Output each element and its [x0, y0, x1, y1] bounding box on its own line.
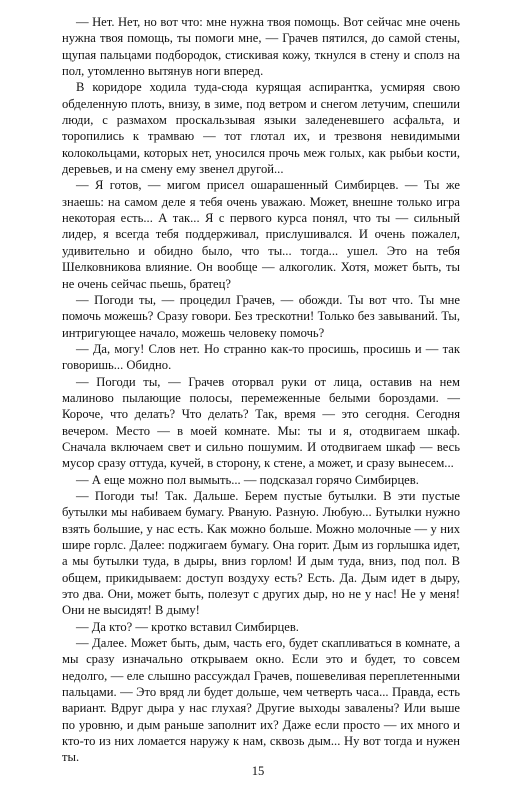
body-text [62, 14, 460, 766]
paragraph-2: В коридоре ходила туда-сюда курящая аспирантка, усмиряя свою обделенную плоть, внизу, в зиме, под ветром и снегом летучим, спешили люди, с размахом проскальзывая языки заледеневшего асфальта, и торопились к трамваю — тот глотал их, и трезвоня невидимыми колокольцами, которых нет, уносился прочь меж голых, как рыбьи кости, деревьев, и на смену ему звенел другой... [62, 80, 460, 177]
paragraph-4: — Погоди ты, — процедил Грачев, — обожди. Ты вот что. Ты мне помочь можешь? Сразу говори. Без трескотни! Только без завываний. Ты, интригующее начало, можешь человеку помочь? [62, 292, 460, 340]
paragraph-7: — А еще можно пол вымыть... — подсказал горячо Симбирцев. [76, 472, 419, 487]
paragraph-9: — Да кто? — кротко вставил Симбирцев. [76, 619, 299, 634]
page-number: 15 [251, 764, 265, 778]
paragraph-1: — Нет. Нет, но вот что: мне нужна твоя помощь. Вот сейчас мне очень нужна твоя помощь, ты помоги мне, — Грачев пятился, до самой стены, щупая пальцами подбородок, стискивая кожу, ткнулся в стену и сполз на пол, утомленно вытянув ноги вперед. [62, 15, 460, 79]
paragraph-6: — Погоди ты, — Грачев оторвал руки от лица, оставив на нем малиново пылающие полосы, перемеженные белыми бороздами. — Короче, что делать? Что делать? Так, время — это сегодня. Сегодня вечером. Место — в моей комнате. Мы: ты и я, отодвигаем шкаф. Сначала включаем свет и сильно пошумим. И отодвигаем шкаф — весь мусор сразу оттуда, кучей, в сторону, к стене, а может, и сразу вынесем... [62, 374, 460, 471]
paragraph-8: — Погоди ты! Так. Дальше. Берем пустые бутылки. В эти пустые бутылки мы набиваем бумагу. Рваную. Разную. Любую... Бутылки нужно взять большие, у нас есть. Как можно больше. Можно молочные — у них шире горлс. Далее: поджигаем бумагу. Она горит. Дым из горлышка идет, а мы бутылки туда, в дыры, вниз горлом! И дым туда, вниз, под пол. В общем, прикидываем: доступ воздуху есть? Есть. Да. Дым идет в дыру, это два. Они, может быть, полезут с других дыр, но не у нас! Не у меня! Они не высидят! В дыму! [62, 488, 460, 618]
paragraph-10: — Далее. Может быть, дым, часть его, будет скапливаться в комнате, а мы сразу изначально открываем окно. Если это и будет, то совсем недолго, — еле слышно рассуждал Грачев, пошевеливая переплетенными пальцами. — Это вряд ли будет дольше, чем четверть часа... Правда, есть вариант. Вдруг дыра у нас глухая? Другие выходы завалены? Или выше по уровню, и дым раньше заполнит их? Даже если просто — их много и кто-то из них ломается наружу к нам, сквозь дым... Ну вот тогда и нужен ты. [62, 636, 460, 765]
paragraph-5: — Да, могу! Слов нет. Но странно как-то просишь, просишь и — так говоришь... Обидно. [62, 341, 460, 373]
paragraph-3: — Я готов, — мигом присел ошарашенный Симбирцев. — Ты же знаешь: на самом деле я тебя очень уважаю. Может, внешне только игра некоторая есть... А так... Я с первого курса понял, что ты — сильный лидер, я всегда тебя поддерживал, прислушивался. И очень пожалел, удивительно и обидно было, что ты... тогда... ушел. Это на тебя Шелковникова влияние. Он вообще — алкоголик. Хотя, может быть, ты не очень сейчас пьешь, братец? [62, 178, 460, 291]
